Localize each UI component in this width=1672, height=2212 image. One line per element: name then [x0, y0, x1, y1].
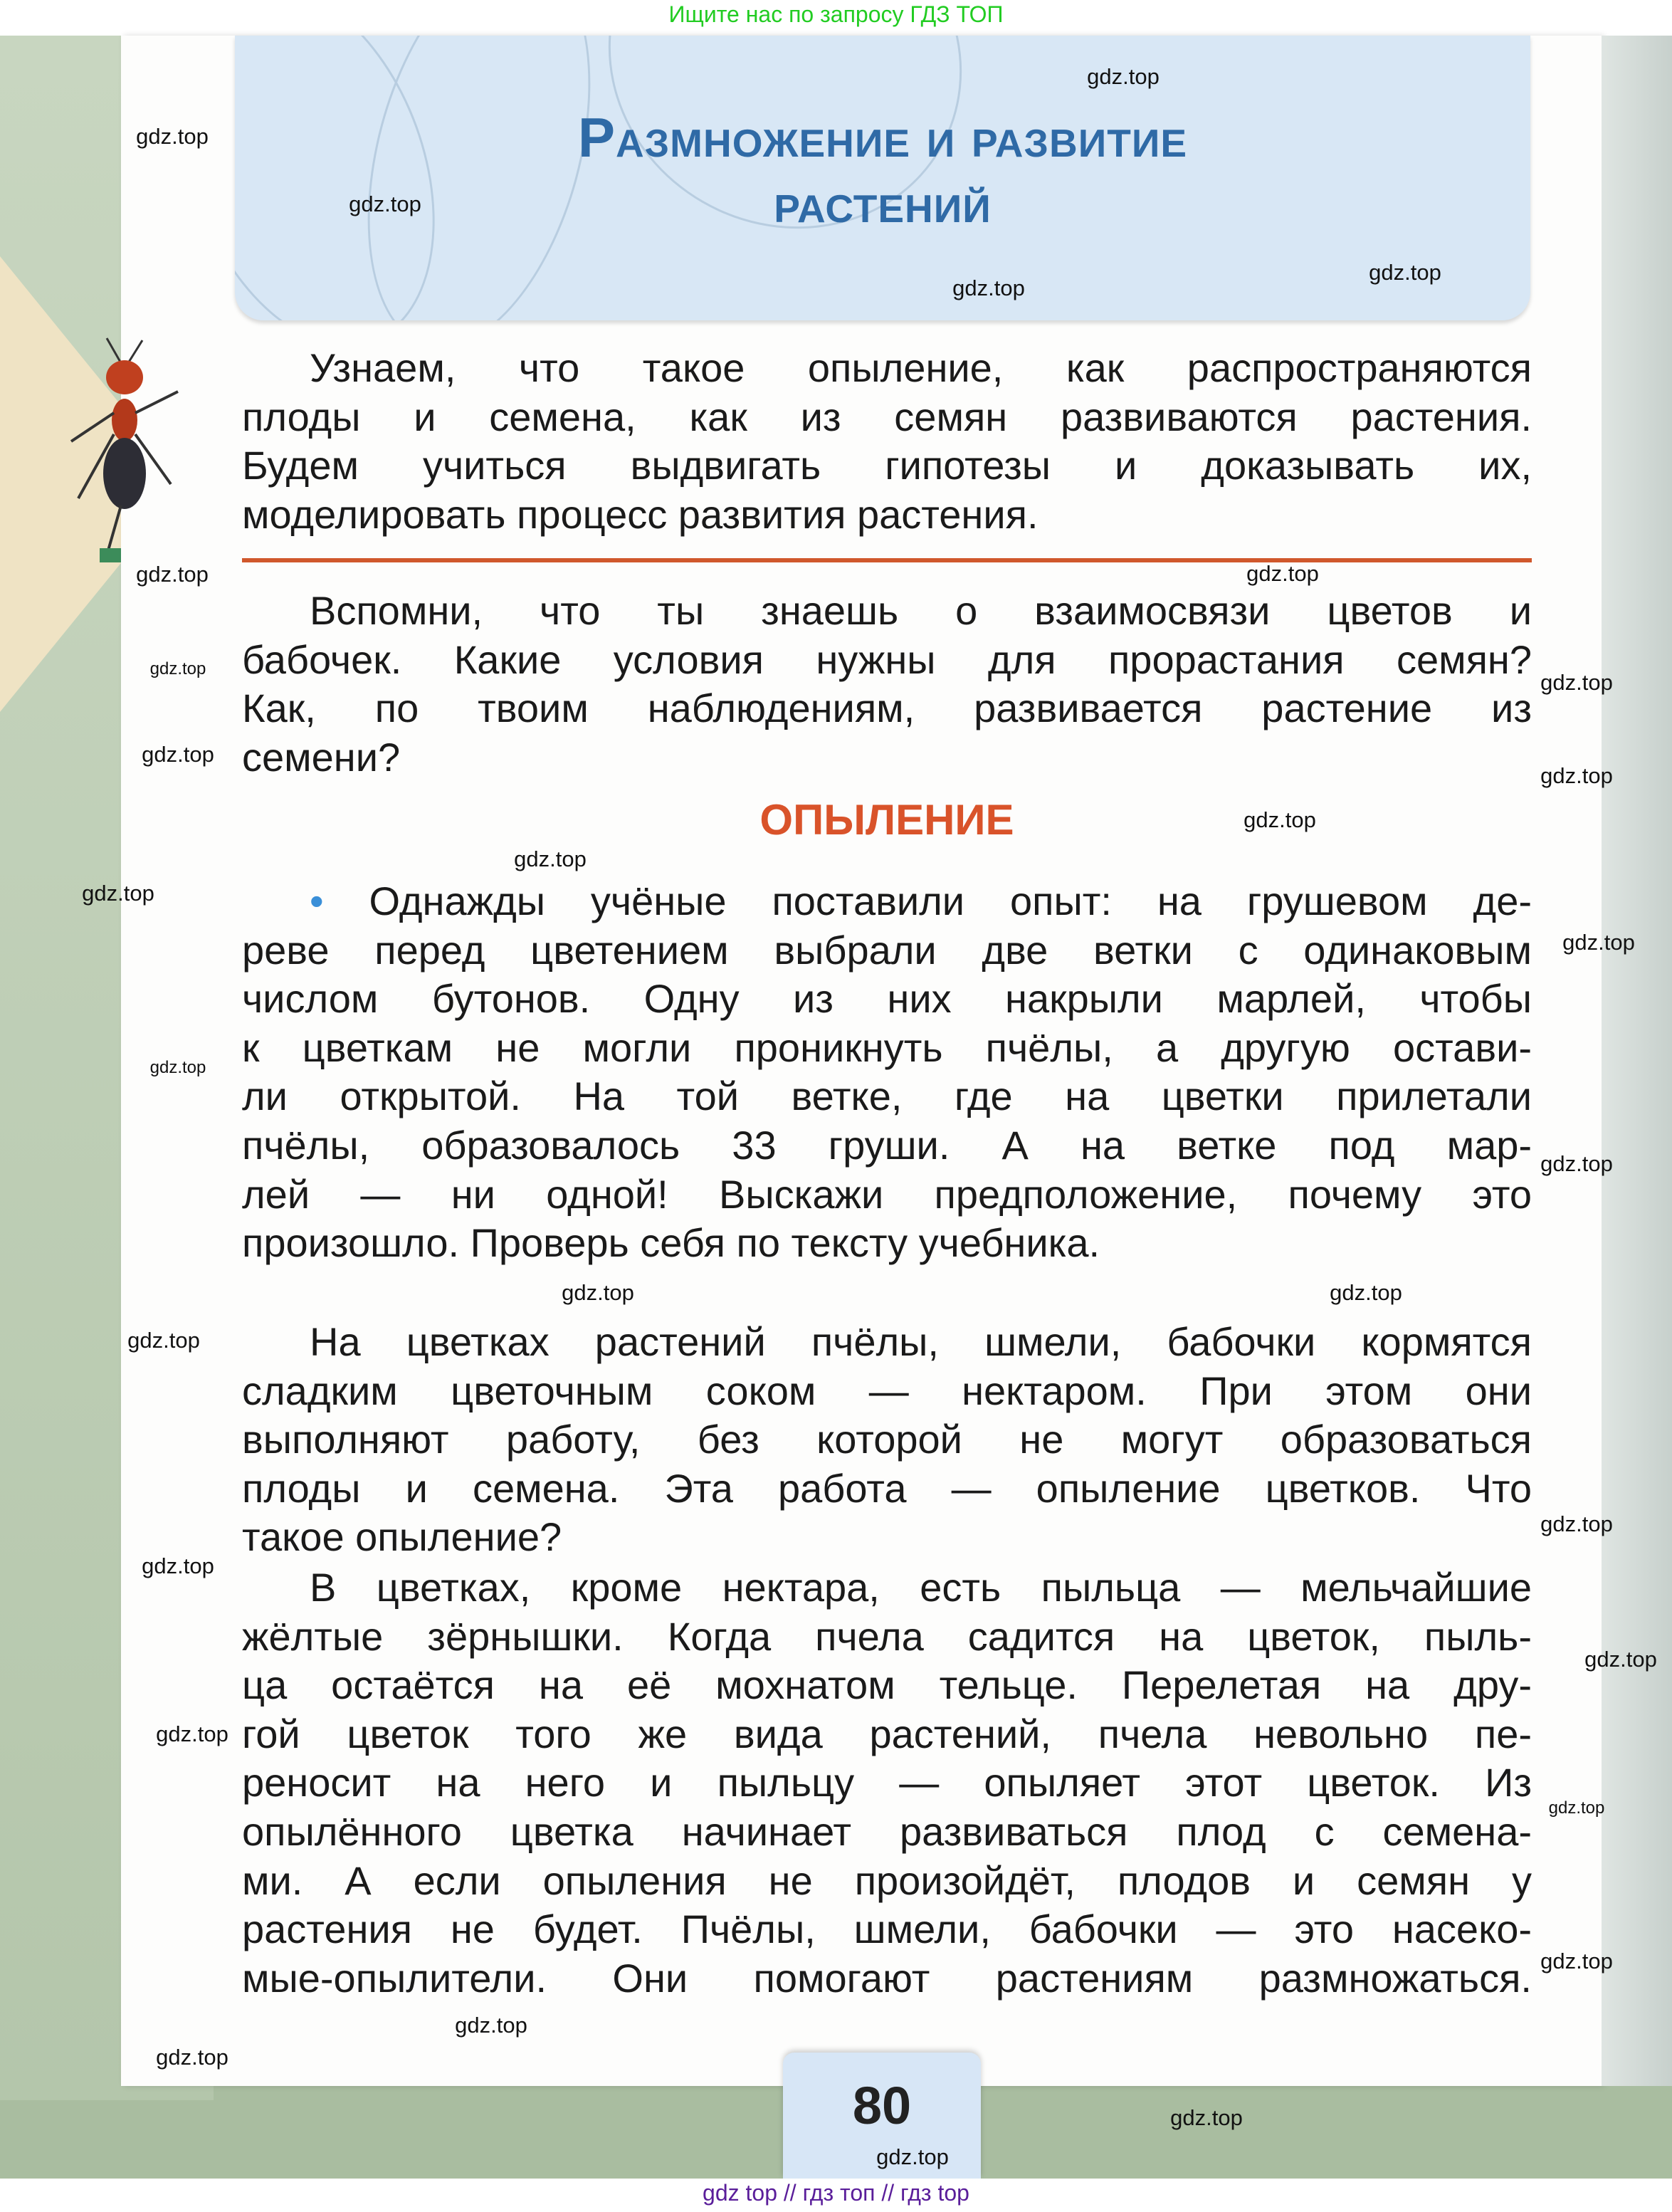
text-line: реве перед цветением выбрали две ветки с одинаковым	[242, 927, 1532, 973]
watermark: gdz.top	[1548, 1798, 1605, 1818]
text-line: плоды и семена, как из семян развиваются растения.	[242, 394, 1532, 439]
text-line: ли открытой. На той ветке, где на цветки прилетали	[242, 1074, 1532, 1119]
chapter-title-line1: Размножение и развитие	[577, 106, 1188, 169]
watermark: gdz.top	[1244, 807, 1316, 832]
text-line: Вспомни, что ты знаешь о взаимосвязи цветов и	[310, 588, 1532, 633]
watermark: gdz.top	[562, 1280, 634, 1305]
top-banner	[0, 0, 1672, 36]
text-line	[242, 877, 1532, 926]
watermark: gdz.top	[149, 659, 206, 678]
text-line: В цветках, кроме нектара, есть пыльца — мельчайшие	[310, 1565, 1532, 1610]
text-line: ми. А если опыления не произойдёт, плодов и семян у	[242, 1857, 1532, 1903]
watermark: gdz.top	[156, 2045, 228, 2070]
text-line-content: Однажды учёные поставили опыт: на грушевом де-	[369, 879, 1532, 923]
recall-paragraph	[242, 587, 1532, 782]
watermark: gdz.top	[156, 1721, 228, 1746]
text-line: На цветках растений пчёлы, шмели, бабочки кормятся	[310, 1319, 1532, 1364]
text-line: числом бутонов. Одну из них накрыли марлей, чтобы	[242, 976, 1532, 1022]
watermark: gdz.top	[1246, 561, 1319, 586]
text-line: мые-опылители. Они помогают растениям размножаться.	[242, 1955, 1532, 2001]
watermark: gdz.top	[952, 276, 1025, 300]
watermark: gdz.top	[1087, 64, 1160, 89]
watermark: gdz.top	[142, 742, 214, 767]
text-line: выполняют работу, без которой не могут образоваться	[242, 1417, 1532, 1462]
watermark: gdz.top	[1540, 1151, 1613, 1176]
text-line: произошло. Проверь себя по тексту учебника.	[242, 1220, 1100, 1266]
text-line: Будем учиться выдвигать гипотезы и доказывать их,	[242, 443, 1532, 488]
divider-rule	[242, 558, 1532, 562]
watermark: gdz.top	[1540, 1511, 1613, 1536]
text-line: бабочек. Какие условия нужны для прорастания семян?	[242, 636, 1532, 682]
footer-text: gdz top // гдз топ // гдз top	[703, 2180, 969, 2206]
text-line: пчёлы, образовалось 33 груши. А на ветке под мар-	[242, 1122, 1532, 1168]
section-heading: ОПЫЛЕНИЕ	[759, 796, 1014, 844]
text-line: к цветкам не могли проникнуть пчёлы, а другую остави-	[242, 1024, 1532, 1070]
footer	[0, 2179, 1672, 2212]
watermark: gdz.top	[136, 562, 209, 587]
watermark: gdz.top	[136, 124, 209, 149]
experiment-paragraph	[242, 877, 1532, 1268]
page-edge	[1602, 36, 1672, 2086]
text-line: реносит на него и пыльцу — опыляет этот цветок. Из	[242, 1760, 1532, 1805]
text-line: семени?	[242, 734, 401, 780]
watermark: gdz.top	[1540, 670, 1613, 695]
watermark: gdz.top	[1540, 1949, 1613, 1973]
watermark: gdz.top	[455, 2013, 527, 2038]
watermark: gdz.top	[1369, 260, 1441, 285]
watermark: gdz.top	[127, 1328, 200, 1353]
top-banner-text: Ищите нас по запросу ГДЗ ТОП	[668, 1, 1004, 27]
watermark: gdz.top	[1170, 2105, 1243, 2130]
watermark: gdz.top	[1330, 1280, 1402, 1305]
text-line: ца остаётся на её мохнатом тельце. Перелетая на дру-	[242, 1662, 1532, 1708]
watermark: gdz.top	[1584, 1647, 1657, 1672]
watermark: gdz.top	[149, 1058, 206, 1077]
ant-illustration-icon	[57, 335, 192, 570]
text-line: жёлтые зёрнышки. Когда пчела садится на цветок, пыль-	[242, 1613, 1532, 1659]
watermark: gdz.top	[349, 192, 421, 216]
watermark: gdz.top	[1562, 930, 1635, 955]
nectar-paragraph	[242, 1318, 1532, 1562]
intro-paragraph	[242, 344, 1532, 539]
watermark: gdz.top	[514, 846, 587, 871]
bullet-icon: •	[310, 879, 369, 923]
text-line: гой цветок того же вида растений, пчела невольно пе-	[242, 1711, 1532, 1756]
page-number: 80	[852, 2076, 912, 2135]
text-line: Как, по твоим наблюдениям, развивается растение из	[242, 686, 1532, 731]
text-line: такое опыление?	[242, 1514, 562, 1560]
watermark: gdz.top	[1540, 763, 1613, 788]
pollen-paragraph	[242, 1563, 1532, 2003]
text-line: растения не будет. Пчёлы, шмели, бабочки — это насеко-	[242, 1907, 1532, 1952]
text-line: Узнаем, что такое опыление, как распространяются	[310, 345, 1532, 390]
text-line: плоды и семена. Эта работа — опыление цветков. Что	[242, 1465, 1532, 1511]
watermark: gdz.top	[82, 881, 154, 906]
text-line: опылённого цветка начинает развиваться плод с семена-	[242, 1808, 1532, 1854]
watermark: gdz.top	[142, 1553, 214, 1578]
text-line: сладким цветочным соком — нектаром. При этом они	[242, 1368, 1532, 1413]
watermark: gdz.top	[876, 2144, 949, 2169]
text-line: лей — ни одной! Выскажи предположение, почему это	[242, 1171, 1532, 1217]
chapter-title-line2: растений	[774, 172, 992, 234]
text-line: моделировать процесс развития растения.	[242, 491, 1039, 537]
